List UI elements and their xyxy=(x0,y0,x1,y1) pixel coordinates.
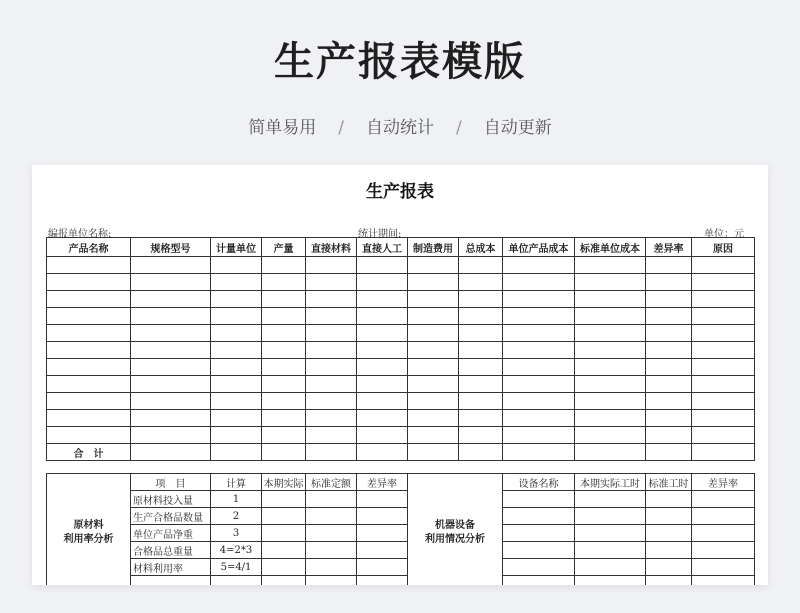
table-cell xyxy=(692,342,755,359)
table-cell xyxy=(692,393,755,410)
table-row xyxy=(47,274,755,291)
table-cell xyxy=(357,576,408,586)
table-cell xyxy=(306,274,357,291)
table-cell xyxy=(459,359,503,376)
table-cell xyxy=(306,410,357,427)
table-cell xyxy=(357,359,408,376)
table-row xyxy=(47,308,755,325)
table-cell xyxy=(503,359,575,376)
table-cell xyxy=(459,274,503,291)
section-divider xyxy=(46,465,754,473)
material-item: 单位产品净重 xyxy=(131,525,211,542)
table-row xyxy=(47,257,755,274)
table-cell xyxy=(131,308,211,325)
table-cell xyxy=(131,274,211,291)
table-cell xyxy=(357,393,408,410)
table-cell xyxy=(459,257,503,274)
table-cell xyxy=(459,393,503,410)
table-cell xyxy=(262,491,306,508)
table-cell xyxy=(692,491,755,508)
column-header: 标准单位成本 xyxy=(575,238,646,257)
table-cell xyxy=(306,576,357,586)
table-cell xyxy=(47,376,131,393)
equipment-group-line: 机器设备 xyxy=(435,520,475,531)
table-cell xyxy=(408,257,459,274)
table-cell xyxy=(503,542,575,559)
analysis-row xyxy=(47,559,755,576)
table-cell xyxy=(459,342,503,359)
table-cell xyxy=(357,376,408,393)
table-cell xyxy=(47,308,131,325)
table-cell xyxy=(262,291,306,308)
analysis-row xyxy=(47,491,755,508)
table-cell xyxy=(692,325,755,342)
table-cell xyxy=(503,491,575,508)
table-cell xyxy=(211,376,262,393)
table-cell xyxy=(47,325,131,342)
table-cell xyxy=(503,427,575,444)
table-cell xyxy=(211,576,262,586)
table-cell xyxy=(262,508,306,525)
table-cell xyxy=(646,308,692,325)
analysis-row xyxy=(47,508,755,525)
table-cell xyxy=(306,257,357,274)
table-cell xyxy=(408,308,459,325)
table-cell xyxy=(306,393,357,410)
table-cell xyxy=(131,325,211,342)
table-cell xyxy=(692,308,755,325)
table-cell xyxy=(357,325,408,342)
analysis-row xyxy=(47,542,755,559)
table-cell xyxy=(646,274,692,291)
table-cell xyxy=(357,508,408,525)
table-cell xyxy=(646,427,692,444)
table-cell xyxy=(47,410,131,427)
column-header: 差异率 xyxy=(646,238,692,257)
table-cell xyxy=(692,444,755,461)
table-cell xyxy=(503,274,575,291)
table-cell xyxy=(503,444,575,461)
table-cell xyxy=(262,274,306,291)
table-cell xyxy=(306,342,357,359)
table-cell xyxy=(575,508,646,525)
table-cell xyxy=(692,525,755,542)
table-cell xyxy=(459,325,503,342)
table-cell xyxy=(646,542,692,559)
table-cell xyxy=(306,508,357,525)
table-cell xyxy=(503,342,575,359)
table-cell xyxy=(692,257,755,274)
column-header: 制造费用 xyxy=(408,238,459,257)
table-cell xyxy=(357,291,408,308)
table-cell xyxy=(47,427,131,444)
table-row xyxy=(47,410,755,427)
table-cell xyxy=(575,342,646,359)
table-cell xyxy=(357,342,408,359)
tag-auto-update: 自动更新 xyxy=(483,118,552,138)
table-cell xyxy=(131,359,211,376)
total-label: 合 计 xyxy=(47,444,131,461)
table-cell xyxy=(646,508,692,525)
table-cell xyxy=(503,376,575,393)
table-cell xyxy=(357,491,408,508)
material-header: 项 目 xyxy=(131,474,211,491)
table-cell xyxy=(306,427,357,444)
table-cell xyxy=(459,376,503,393)
table-cell xyxy=(131,376,211,393)
table-cell xyxy=(306,376,357,393)
material-calc: 4=2*3 xyxy=(211,542,262,559)
table-cell xyxy=(211,325,262,342)
table-cell xyxy=(646,359,692,376)
total-row xyxy=(47,444,755,461)
table-cell xyxy=(211,444,262,461)
table-cell xyxy=(211,410,262,427)
table-row xyxy=(47,427,755,444)
table-cell xyxy=(262,325,306,342)
table-cell xyxy=(47,393,131,410)
table-cell xyxy=(646,376,692,393)
table-cell xyxy=(211,274,262,291)
table-cell xyxy=(306,542,357,559)
table-cell xyxy=(692,559,755,576)
tag-separator: / xyxy=(456,118,462,138)
table-cell xyxy=(646,444,692,461)
table-cell xyxy=(357,444,408,461)
material-calc: 2 xyxy=(211,508,262,525)
table-row xyxy=(47,393,755,410)
table-cell xyxy=(306,525,357,542)
analysis-header-row xyxy=(47,474,755,491)
table-cell xyxy=(692,542,755,559)
table-cell xyxy=(408,274,459,291)
material-calc: 3 xyxy=(211,525,262,542)
column-header: 单位产品成本 xyxy=(503,238,575,257)
table-cell xyxy=(575,525,646,542)
table-row xyxy=(47,325,755,342)
table-cell xyxy=(306,308,357,325)
table-cell xyxy=(262,559,306,576)
table-cell xyxy=(408,291,459,308)
equipment-header: 标准工时 xyxy=(646,474,692,491)
table-cell xyxy=(646,576,692,586)
table-cell xyxy=(262,444,306,461)
table-cell xyxy=(692,376,755,393)
table-cell xyxy=(503,525,575,542)
tag-easy: 简单易用 xyxy=(248,118,317,138)
table-cell xyxy=(131,444,211,461)
table-header-row xyxy=(47,238,755,257)
table-row xyxy=(47,376,755,393)
table-cell xyxy=(646,410,692,427)
table-cell xyxy=(262,410,306,427)
table-cell xyxy=(503,559,575,576)
table-cell xyxy=(646,525,692,542)
table-cell xyxy=(575,257,646,274)
table-cell xyxy=(262,542,306,559)
table-cell xyxy=(408,410,459,427)
column-header: 直接人工 xyxy=(357,238,408,257)
table-cell xyxy=(262,308,306,325)
equipment-group-line: 利用情况分析 xyxy=(425,534,485,545)
table-cell xyxy=(503,410,575,427)
table-cell xyxy=(692,359,755,376)
table-cell xyxy=(459,291,503,308)
table-row xyxy=(47,359,755,376)
table-cell xyxy=(408,325,459,342)
material-group-line: 原材料 xyxy=(73,520,104,531)
equipment-header: 设备名称 xyxy=(503,474,575,491)
table-cell xyxy=(211,342,262,359)
table-cell xyxy=(357,559,408,576)
table-cell xyxy=(357,525,408,542)
table-cell xyxy=(575,308,646,325)
table-cell xyxy=(459,308,503,325)
meta-period: 统计期间: xyxy=(358,229,402,240)
table-cell xyxy=(503,291,575,308)
equipment-group-label xyxy=(408,474,503,586)
table-cell xyxy=(646,491,692,508)
tagline xyxy=(0,113,800,138)
table-cell xyxy=(692,291,755,308)
table-cell xyxy=(575,559,646,576)
table-cell xyxy=(211,359,262,376)
table-cell xyxy=(211,308,262,325)
table-cell xyxy=(646,393,692,410)
table-cell xyxy=(357,308,408,325)
material-calc: 1 xyxy=(211,491,262,508)
table-cell xyxy=(211,291,262,308)
material-group-line: 利用率分析 xyxy=(63,534,114,545)
table-cell xyxy=(211,257,262,274)
table-cell xyxy=(408,427,459,444)
table-cell xyxy=(131,342,211,359)
table-cell xyxy=(692,410,755,427)
sheet-title: 生产报表 xyxy=(366,182,434,202)
table-cell xyxy=(646,291,692,308)
analysis-table xyxy=(46,473,755,585)
table-cell xyxy=(575,325,646,342)
table-cell xyxy=(262,359,306,376)
table-cell xyxy=(408,376,459,393)
equipment-header: 差异率 xyxy=(692,474,755,491)
table-cell xyxy=(47,359,131,376)
table-cell xyxy=(357,274,408,291)
table-cell xyxy=(306,359,357,376)
table-cell xyxy=(262,525,306,542)
table-cell xyxy=(408,444,459,461)
table-cell xyxy=(575,576,646,586)
table-cell xyxy=(408,342,459,359)
material-item: 原材料投入量 xyxy=(131,491,211,508)
table-cell xyxy=(131,291,211,308)
table-cell xyxy=(646,342,692,359)
tag-auto-stats: 自动统计 xyxy=(366,118,434,138)
table-cell xyxy=(575,291,646,308)
analysis-row xyxy=(47,525,755,542)
table-cell xyxy=(357,257,408,274)
material-item: 生产合格品数量 xyxy=(131,508,211,525)
tag-separator: / xyxy=(338,118,344,138)
column-header: 总成本 xyxy=(459,238,503,257)
table-cell xyxy=(306,491,357,508)
table-cell xyxy=(575,444,646,461)
meta-unit-name: 编报单位名称: xyxy=(48,229,112,240)
production-table xyxy=(46,237,755,461)
table-cell xyxy=(357,410,408,427)
table-cell xyxy=(262,376,306,393)
table-cell xyxy=(262,427,306,444)
table-cell xyxy=(503,325,575,342)
table-cell xyxy=(131,257,211,274)
table-cell xyxy=(131,410,211,427)
table-cell xyxy=(503,308,575,325)
table-cell xyxy=(575,376,646,393)
equipment-header: 本期实际工时 xyxy=(575,474,646,491)
table-cell xyxy=(211,393,262,410)
table-cell xyxy=(503,257,575,274)
material-calc: 5=4/1 xyxy=(211,559,262,576)
table-cell xyxy=(306,444,357,461)
table-cell xyxy=(692,576,755,586)
table-cell xyxy=(692,508,755,525)
material-item: 材料利用率 xyxy=(131,559,211,576)
table-cell xyxy=(131,393,211,410)
column-header: 计量单位 xyxy=(211,238,262,257)
table-cell xyxy=(47,257,131,274)
table-cell xyxy=(47,291,131,308)
table-cell xyxy=(306,325,357,342)
table-cell xyxy=(646,325,692,342)
table-cell xyxy=(357,427,408,444)
table-cell xyxy=(646,257,692,274)
table-cell xyxy=(575,491,646,508)
column-header: 直接材料 xyxy=(306,238,357,257)
report-sheet xyxy=(32,165,768,585)
material-header: 本期实际 xyxy=(262,474,306,491)
table-cell xyxy=(575,359,646,376)
analysis-row xyxy=(47,576,755,586)
meta-currency: 单位：元 xyxy=(704,229,744,240)
table-cell xyxy=(575,410,646,427)
table-cell xyxy=(692,274,755,291)
table-cell xyxy=(262,576,306,586)
material-header: 差异率 xyxy=(357,474,408,491)
material-header: 标准定额 xyxy=(306,474,357,491)
table-cell xyxy=(306,559,357,576)
material-header: 计算 xyxy=(211,474,262,491)
table-cell xyxy=(357,542,408,559)
table-row xyxy=(47,291,755,308)
table-cell xyxy=(262,393,306,410)
table-cell xyxy=(459,444,503,461)
column-header: 产量 xyxy=(262,238,306,257)
page-title: 生产报表模版 xyxy=(274,39,526,85)
table-cell xyxy=(408,393,459,410)
table-cell xyxy=(503,508,575,525)
column-header: 原因 xyxy=(692,238,755,257)
table-cell xyxy=(408,359,459,376)
table-cell xyxy=(131,576,211,586)
table-cell xyxy=(459,410,503,427)
table-cell xyxy=(459,427,503,444)
table-cell xyxy=(575,542,646,559)
material-item: 合格品总重量 xyxy=(131,542,211,559)
table-cell xyxy=(575,427,646,444)
table-cell xyxy=(503,393,575,410)
table-cell xyxy=(306,291,357,308)
table-row xyxy=(47,342,755,359)
table-cell xyxy=(262,342,306,359)
table-cell xyxy=(503,576,575,586)
table-cell xyxy=(211,427,262,444)
table-cell xyxy=(575,274,646,291)
table-cell xyxy=(262,257,306,274)
material-group-label xyxy=(47,474,131,586)
column-header: 规格型号 xyxy=(131,238,211,257)
table-cell xyxy=(47,274,131,291)
table-cell xyxy=(646,559,692,576)
table-cell xyxy=(47,342,131,359)
column-header: 产品名称 xyxy=(47,238,131,257)
table-cell xyxy=(131,427,211,444)
table-cell xyxy=(692,427,755,444)
table-cell xyxy=(575,393,646,410)
